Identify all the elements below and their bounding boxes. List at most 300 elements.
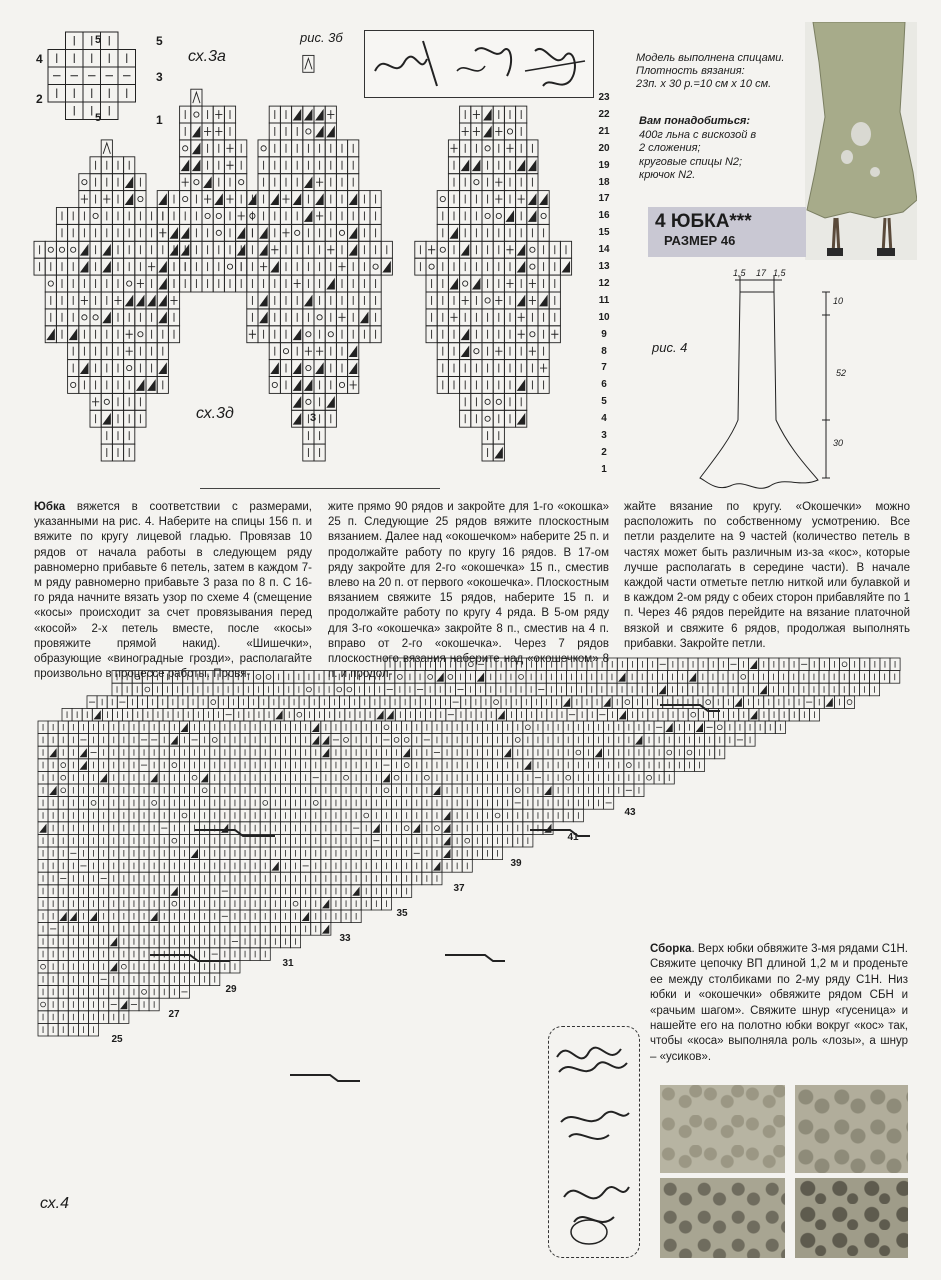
- sx4-decrease-mark: [323, 737, 329, 745]
- sx3d-plus-mark: [282, 228, 289, 237]
- sx3d-row-number: 4: [601, 413, 607, 425]
- sx4-cell: [149, 797, 159, 810]
- sx3d-plus-mark: [473, 127, 480, 136]
- sx3d-decrease-mark: [350, 364, 357, 374]
- sx4-decrease-mark: [545, 787, 551, 795]
- sx3d-plus-mark: [215, 127, 222, 136]
- sx4-cell: [644, 771, 654, 784]
- sx4-cell: [260, 797, 270, 810]
- sx4-yarnover-mark: [717, 725, 722, 730]
- sx3d-yarnover-mark: [530, 247, 535, 252]
- sx3d-row-number: 23: [598, 92, 610, 103]
- sx4-cell: [402, 734, 412, 747]
- sx4-cell: [840, 658, 850, 671]
- sx3d-yarnover-mark: [440, 196, 445, 201]
- sx3d-cell: [101, 393, 112, 410]
- sx4-decrease-mark: [353, 888, 359, 896]
- sx3d-cell: [336, 377, 347, 394]
- materials-label: Вам понадобиться:: [639, 115, 751, 127]
- sx3d-plus-mark: [529, 279, 536, 288]
- sx4-yarnover-mark: [847, 700, 852, 705]
- sx4-yarnover-mark: [212, 738, 217, 743]
- sx4-cell: [58, 784, 68, 797]
- sx3d-decrease-mark: [193, 127, 200, 137]
- sx3d-yarnover-mark: [239, 180, 244, 185]
- sx3d-decrease-mark: [316, 195, 323, 205]
- sx3a-num-5: 5: [156, 34, 163, 48]
- sx4-yarnover-mark: [465, 838, 470, 843]
- sx3d-yarnover-mark: [82, 315, 87, 320]
- dim-h1: 10: [833, 296, 844, 306]
- sx3d-cell: [224, 258, 235, 275]
- sx3d-decrease-mark: [327, 279, 334, 289]
- sx3d-decrease-mark: [81, 364, 88, 374]
- sx4-decrease-mark: [181, 724, 187, 732]
- label-sx3d: сх.3д: [196, 405, 234, 422]
- sx3d-decrease-mark: [81, 262, 88, 272]
- sx3d-plus-mark: [462, 296, 469, 305]
- sx4-yarnover-mark: [344, 738, 349, 743]
- sx4-cell: [573, 746, 583, 759]
- sx3d-cell: [426, 258, 437, 275]
- sx3d-mid-label: 3: [310, 412, 317, 424]
- sx3d-plus-mark: [506, 144, 513, 153]
- sx4-decrease-mark: [171, 888, 177, 896]
- sx4-decrease-mark: [619, 674, 625, 682]
- sx4-yarnover-mark: [344, 775, 349, 780]
- sx3d-decrease-mark: [260, 313, 267, 323]
- sx4-decrease-mark: [751, 711, 757, 719]
- sx3d-plus-mark: [316, 178, 323, 187]
- sx4-yarnover-mark: [842, 662, 847, 667]
- assembly-text: [650, 942, 908, 1065]
- sx3d-decrease-mark: [305, 212, 312, 222]
- sx3d-cell: [135, 191, 146, 208]
- sx3d-row-number: 1: [601, 463, 607, 475]
- sx3d-yarnover-mark: [104, 399, 109, 404]
- sx4-decrease-mark: [222, 825, 228, 833]
- sx4-row-number: 33: [339, 933, 351, 945]
- sx4-cell: [200, 784, 210, 797]
- materials-2: 2 сложения;: [639, 142, 701, 154]
- materials-4: крючок N2.: [639, 169, 696, 181]
- sx4-yarnover-mark: [384, 788, 389, 793]
- sx4-cell: [58, 759, 68, 772]
- sx3d-plus-mark: [316, 347, 323, 356]
- divider: [200, 488, 440, 489]
- sx4-decrease-mark: [620, 711, 626, 719]
- sx3d-decrease-mark: [327, 127, 334, 137]
- sx4-cell: [139, 986, 149, 999]
- sx3d-decrease-mark: [126, 178, 133, 188]
- sx3a-num-4: 4: [36, 52, 43, 66]
- sx3d-decrease-mark: [148, 381, 155, 391]
- sx4-cell: [210, 734, 220, 747]
- sx3d-yarnover-mark: [216, 230, 221, 235]
- sx3d-row-number: 2: [601, 446, 607, 458]
- sx4-yarnover-mark: [263, 801, 268, 806]
- sx3d-yarnover-mark: [485, 416, 490, 421]
- sx4-yarnover-mark: [364, 813, 369, 818]
- sx4-cell: [563, 771, 573, 784]
- sx4-cell: [624, 759, 634, 772]
- sx3d-decrease-mark: [529, 161, 536, 171]
- sx3d-cell: [292, 224, 303, 241]
- sx3d-yarnover-mark: [261, 146, 266, 151]
- sx3d-yarnover-mark: [474, 349, 479, 354]
- sx3d-decrease-mark: [540, 195, 547, 205]
- sx4-decrease-mark: [111, 963, 117, 971]
- sx4-decrease-mark: [596, 749, 602, 757]
- info-block: [636, 52, 784, 91]
- sx3d-row-number: 21: [598, 125, 610, 137]
- knit-texture-photo-3: [660, 1178, 785, 1258]
- label-ris4: рис. 4: [652, 340, 688, 355]
- sx4-decrease-mark: [313, 737, 319, 745]
- sx4-cell: [462, 834, 472, 847]
- sx3d-cell: [460, 275, 471, 292]
- sx3d-cell: [471, 174, 482, 191]
- sx4-yarnover-mark: [667, 750, 672, 755]
- sx3d-plus-mark: [495, 178, 502, 187]
- sx3d-plus-mark: [282, 195, 289, 204]
- sx4-yarnover-mark: [394, 775, 399, 780]
- sx4-cell: [402, 759, 412, 772]
- sx3d-row-number: 7: [601, 362, 607, 374]
- sx3d-yarnover-mark: [485, 298, 490, 303]
- sx4-yarnover-mark: [41, 964, 46, 969]
- sx4-yarnover-mark: [435, 826, 440, 831]
- sx3d-cell: [191, 174, 202, 191]
- sx3d-yarnover-mark: [194, 112, 199, 117]
- sx3d-plus-mark: [551, 330, 558, 339]
- sx3d-row-number: 15: [598, 227, 610, 239]
- sx3d-cell: [370, 258, 381, 275]
- sx3d-yarnover-mark: [138, 196, 143, 201]
- sx3d-cell: [314, 309, 325, 326]
- sx4-decrease-mark: [94, 711, 100, 719]
- sx3d-decrease-mark: [518, 414, 525, 424]
- sx3d-plus-mark: [182, 178, 189, 187]
- sx4-cell: [684, 746, 694, 759]
- sx4-cell: [392, 734, 402, 747]
- sx3d-plus-mark: [204, 127, 211, 136]
- sx3d-cell: [79, 309, 90, 326]
- sx4-cable-mark: [445, 955, 505, 961]
- sx3d-row-number: 16: [598, 210, 610, 222]
- sx3d-decrease-mark: [327, 397, 334, 407]
- sx3d-cell: [191, 106, 202, 123]
- sx4-row-number: 39: [510, 857, 522, 869]
- sx4-row-number: 43: [624, 807, 636, 819]
- col1-bold: Юбка: [34, 501, 66, 513]
- sx3d-plus-mark: [215, 110, 222, 119]
- sx3d-decrease-mark: [103, 313, 110, 323]
- sx4-cell: [738, 671, 748, 684]
- sx3d-decrease-mark: [81, 245, 88, 255]
- sx3d-cell: [180, 140, 191, 157]
- sx3d-cell: [493, 208, 504, 225]
- sx3d-yarnover-mark: [59, 247, 64, 252]
- sx3d-yarnover-mark: [138, 332, 143, 337]
- sx3d-decrease-mark: [103, 414, 110, 424]
- sx3d-yarnover-mark: [485, 213, 490, 218]
- sx3d-plus-mark: [495, 127, 502, 136]
- sx3d-yarnover-mark: [127, 281, 132, 286]
- sx3d-decrease-mark: [294, 364, 301, 374]
- sx3d-cell: [135, 326, 146, 343]
- sx3d-row-number: 6: [601, 379, 607, 391]
- sx3d-plus-mark: [148, 262, 155, 271]
- text-column-1: [34, 500, 312, 682]
- sx3d-row-number: 22: [598, 108, 610, 120]
- sx4-row-number: 35: [396, 908, 408, 919]
- dim-top-a: 1,5: [733, 268, 746, 278]
- sx4-yarnover-mark: [394, 738, 399, 743]
- sx3d-plus-mark: [126, 347, 133, 356]
- sx4-cell: [422, 771, 432, 784]
- sx4-decrease-mark: [192, 850, 198, 858]
- sx4-yarnover-mark: [347, 687, 352, 692]
- sx3d-decrease-mark: [294, 195, 301, 205]
- sx3d-cell: [527, 326, 538, 343]
- sx4-cell: [291, 897, 301, 910]
- sx3d-plus-mark: [204, 195, 211, 204]
- sx3d-decrease-mark: [271, 364, 278, 374]
- sx4-decrease-mark: [387, 711, 393, 719]
- sx4-yarnover-mark: [202, 788, 207, 793]
- sx4-yarnover-mark: [61, 775, 66, 780]
- sx3d-decrease-mark: [182, 228, 189, 238]
- sx4-yarnover-mark: [495, 813, 500, 818]
- sx3d-decrease-mark: [484, 127, 491, 137]
- sx3d-cell: [213, 224, 224, 241]
- sx3d-row-number: 8: [601, 345, 607, 357]
- sx4-cable-mark: [195, 830, 275, 836]
- sx3d-plus-mark: [327, 110, 334, 119]
- sx3a-arrow-top: 5: [95, 34, 102, 46]
- sx4-yarnover-mark: [337, 687, 342, 692]
- sx3d-yarnover-mark: [306, 129, 311, 134]
- sx3d-cell: [68, 241, 79, 258]
- col2-body: жите прямо 90 рядов и закройте для 1-го «окошка» 25 п. Следующие 25 рядов вяжите плоскостным вязанием. Далее над «окошечком» наберите 25 п. и продолжайте работу по кругу 16 рядов. В 17-ом ряду закройте для 2-го «окошечка» 15 п., сместив влево на 20 п. от первого «окошечка». Плоскостным вязанием свяжите 15 рядов, наберите 15 п. и продолжайте работу по кругу 4 ряда. В 5-ом ряду для 3-го «окошечка» закройте 8 п., сместив на 4 п. вправо от 2-го «окошечка». Через 7 рядов плоскостного вязания наберите над «окошечком» 8 п. и продол-: [328, 501, 609, 681]
- sx3d-decrease-mark: [361, 313, 368, 323]
- sx4-cell: [142, 683, 152, 696]
- sx3d-yarnover-mark: [183, 146, 188, 151]
- sx4-cell: [523, 721, 533, 734]
- sx3d-decrease-mark: [540, 296, 547, 306]
- sx3d-yarnover-mark: [227, 264, 232, 269]
- sx3d-cell: [527, 241, 538, 258]
- sx4-cell: [304, 683, 314, 696]
- sx3d-plus-mark: [473, 110, 480, 119]
- sx3d-cell: [280, 343, 291, 360]
- sx4-yarnover-mark: [404, 826, 409, 831]
- sx3d-plus-mark: [529, 347, 536, 356]
- sx3d-decrease-mark: [204, 178, 211, 188]
- sx3d-plus-mark: [226, 144, 233, 153]
- sx4-decrease-mark: [276, 711, 282, 719]
- sx4-yarnover-mark: [626, 763, 631, 768]
- sx4-cell: [119, 960, 129, 973]
- sx4-cable-mark: [290, 1075, 360, 1081]
- sx4-yarnover-mark: [172, 901, 177, 906]
- sx4-cell: [715, 721, 725, 734]
- sx3d-plus-mark: [327, 245, 334, 254]
- sx3d-yarnover-mark: [93, 213, 98, 218]
- sx4-cell: [334, 683, 344, 696]
- sx3d-decrease-mark: [294, 414, 301, 424]
- sx3d-cell: [482, 410, 493, 427]
- sx3d-yarnover-mark: [127, 365, 132, 370]
- sx4-yarnover-mark: [404, 738, 409, 743]
- sx3d-decrease-mark: [350, 347, 357, 357]
- sx3d-cell: [325, 326, 336, 343]
- sx3d-decrease-mark: [294, 330, 301, 340]
- sx3d-decrease-mark: [294, 381, 301, 391]
- sx3d-decrease-mark: [450, 279, 457, 289]
- sx4-decrease-mark: [80, 749, 86, 757]
- sx4-yarnover-mark: [525, 725, 530, 730]
- sx3d-decrease-mark: [518, 161, 525, 171]
- sx3d-plus-mark: [518, 195, 525, 204]
- sx4-decrease-mark: [498, 711, 504, 719]
- sx3d-decrease-mark: [350, 228, 357, 238]
- sx3d-plus-mark: [518, 330, 525, 339]
- sx4-decrease-mark: [50, 787, 56, 795]
- sx3d-decrease-mark: [305, 178, 312, 188]
- sx4-yarnover-mark: [91, 801, 96, 806]
- label-sx4: сх.4: [40, 1195, 69, 1212]
- sx3d-yarnover-mark: [463, 281, 468, 286]
- sx4-cell: [169, 759, 179, 772]
- sx4-cell: [703, 696, 713, 709]
- col3-body: жайте вязание по кругу. «Окошечки» можно расположить по собственному усмотрению. Все петли разделите на 9 частей (количество петель в частях может быть различным из-за «кос», которые лучше располагать в середине части). В начале каждой части отметьте петлю ниткой или булавкой и в каждом 2-ом ряду с обеих сторон прибавляйте по 1 п. Через 46 рядов перейдите на вязание платочной вязкой и свяжите 6 рядов, продолжая выполнять прибавки. Закройте петли.: [624, 501, 910, 650]
- sx3d-decrease-mark: [70, 330, 77, 340]
- sx3d-cell: [303, 360, 314, 377]
- sx4-decrease-mark: [303, 913, 309, 921]
- sx4-yarnover-mark: [576, 750, 581, 755]
- sx4-decrease-mark: [373, 825, 379, 833]
- sx3d-plus-mark: [170, 296, 177, 305]
- sx3d-decrease-mark: [126, 195, 133, 205]
- sx4-cell: [845, 696, 855, 709]
- text-column-3: [624, 500, 910, 652]
- sx4-decrease-mark: [323, 749, 329, 757]
- sx3d-decrease-mark: [518, 381, 525, 391]
- materials-3: круговые спицы N2;: [639, 155, 743, 168]
- sx3d-yarnover-mark: [71, 247, 76, 252]
- sx3d-plus-mark: [506, 245, 513, 254]
- sx4-yarnover-mark: [145, 687, 150, 692]
- sx3d-plus-mark: [271, 245, 278, 254]
- sx3d-decrease-mark: [103, 245, 110, 255]
- sx3d-plus-mark: [294, 279, 301, 288]
- sx3d-decrease-mark: [495, 448, 502, 458]
- label-ris3b: рис. 3б: [300, 30, 343, 45]
- sx3d-yarnover-mark: [339, 382, 344, 387]
- sx3d-yarnover-mark: [496, 213, 501, 218]
- sx4-cell: [179, 809, 189, 822]
- sx3d-decrease-mark: [260, 228, 267, 238]
- assembly-body: . Верх юбки обвяжите 3-мя рядами С1Н. Свяжите цепочку ВП длиной 1,2 м и проденьте ее между столбиками по 2-му ряду С1Н. Низ юбки и «окошечки» обвяжите рядом СБН и «рачьим шагом». Свяжите шнур «гусеница» и нашейте его на полотно юбки вокруг «кос» так, чтобы «коса» выполняла роль «лозы», а шнур – «усиков».: [650, 943, 908, 1063]
- sx3d-decrease-mark: [473, 161, 480, 171]
- sx4-yarnover-mark: [182, 813, 187, 818]
- sx3d-yarnover-mark: [474, 180, 479, 185]
- sx3d-decrease-mark: [316, 110, 323, 120]
- sx3d-decrease-mark: [159, 195, 166, 205]
- model-size: РАЗМЕР 46: [664, 233, 736, 248]
- sx3d-cell: [504, 123, 515, 140]
- sx4-yarnover-mark: [515, 788, 520, 793]
- sx3d-yarnover-mark: [306, 365, 311, 370]
- sx4-decrease-mark: [525, 762, 531, 770]
- sx3d-cell: [493, 393, 504, 410]
- sx3d-decrease-mark: [260, 296, 267, 306]
- sx3d-decrease-mark: [473, 279, 480, 289]
- sx3d-cell: [303, 393, 314, 410]
- sx3d-decrease-mark: [137, 296, 144, 306]
- sx3d-yarnover-mark: [71, 382, 76, 387]
- sx4-yarnover-mark: [297, 712, 302, 717]
- sx3d-decrease-mark: [271, 262, 278, 272]
- sx4-cell: [493, 809, 503, 822]
- sx3d-cell: [527, 258, 538, 275]
- sx4-yarnover-mark: [313, 801, 318, 806]
- knit-texture-photo-1: [660, 1085, 785, 1173]
- sx4-decrease-mark: [151, 774, 157, 782]
- sx3d-cell: [45, 275, 56, 292]
- sx3d-cell: [213, 208, 224, 225]
- sx3d-plus-mark: [238, 212, 245, 221]
- sx4-cell: [341, 734, 351, 747]
- sx3d-cell: [269, 377, 280, 394]
- sx4-yarnover-mark: [152, 801, 157, 806]
- sx3d-row-number: 20: [598, 142, 610, 154]
- sx3d-cell: [90, 208, 101, 225]
- sx4-cell: [89, 797, 99, 810]
- sx3d-cell: [56, 241, 67, 258]
- sx4-decrease-mark: [659, 686, 665, 694]
- sx3d-plus-mark: [350, 381, 357, 390]
- sx4-decrease-mark: [323, 926, 329, 934]
- skirt-top-dim: [735, 276, 782, 292]
- sx4-decrease-mark: [80, 762, 86, 770]
- sx4-row-number: 25: [111, 1034, 123, 1045]
- sx4-cell: [344, 683, 354, 696]
- sx4-cell: [58, 771, 68, 784]
- sx3d-cell: [124, 275, 135, 292]
- sx3d-cell: [303, 326, 314, 343]
- sx3d-yarnover-mark: [429, 264, 434, 269]
- sx3d-yarnover-mark: [306, 399, 311, 404]
- sx3d-yarnover-mark: [183, 196, 188, 201]
- sx3d-decrease-mark: [159, 279, 166, 289]
- sx4-cell: [513, 734, 523, 747]
- sx3d-plus-mark: [103, 195, 110, 204]
- sx3d-decrease-mark: [137, 381, 144, 391]
- sx4-cell: [381, 721, 391, 734]
- sx3d-plus-mark: [495, 195, 502, 204]
- sx3d-cell: [437, 241, 448, 258]
- sx4-decrease-mark: [751, 661, 757, 669]
- sx4-yarnover-mark: [41, 1002, 46, 1007]
- sx3d-cell: [538, 208, 549, 225]
- sx3d-yarnover-mark: [194, 180, 199, 185]
- sx3d-plus-mark: [540, 364, 547, 373]
- sx4-decrease-mark: [666, 724, 672, 732]
- sx3d-plus-mark: [450, 144, 457, 153]
